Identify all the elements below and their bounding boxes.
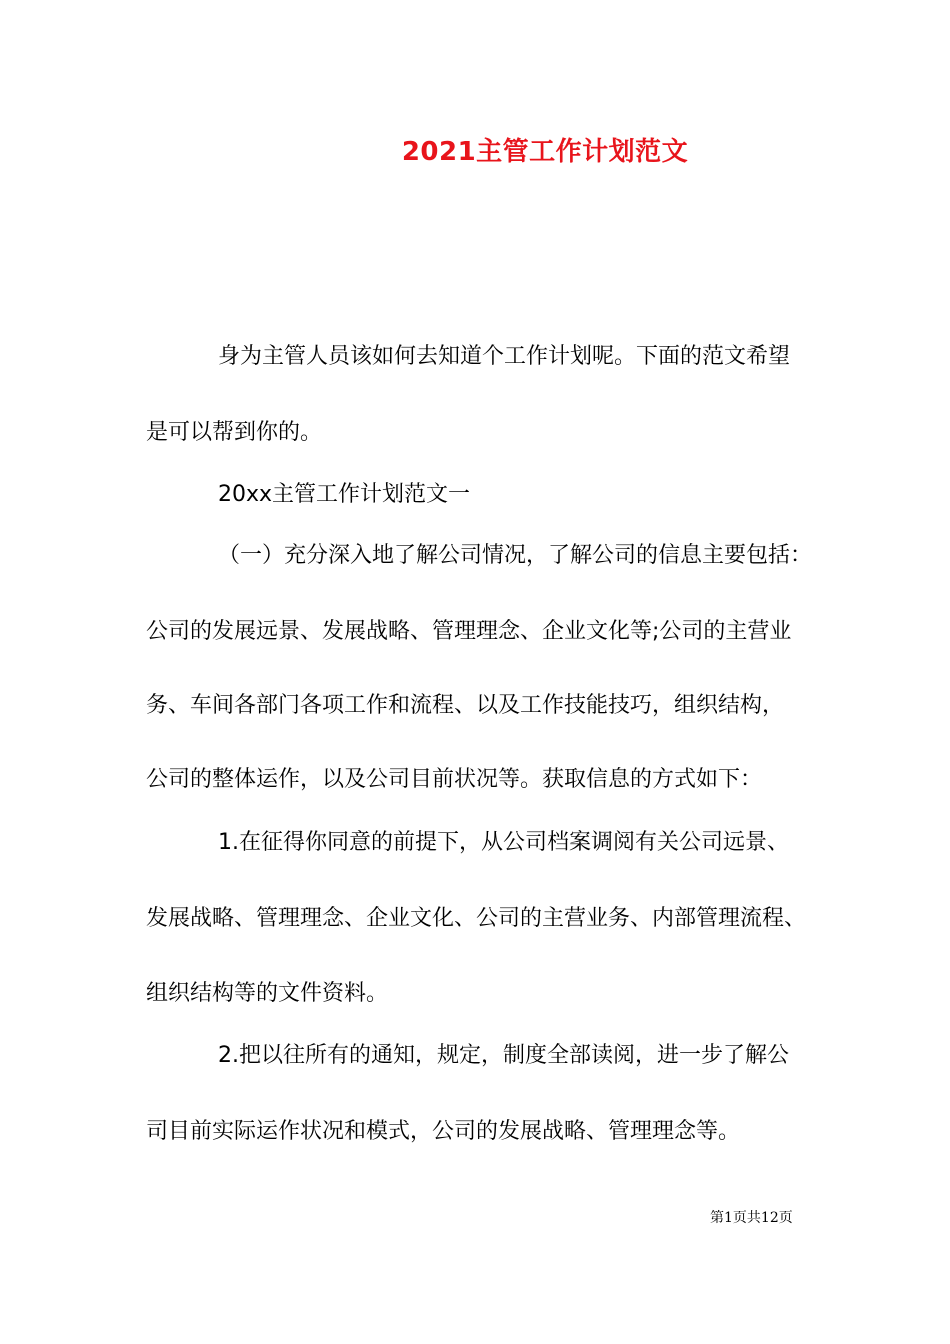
paragraph-line: 发展战略、管理理念、企业文化、公司的主营业务、内部管理流程、	[146, 906, 807, 931]
paragraph-line: 司目前实际运作状况和模式，公司的发展战略、管理理念等。	[146, 1119, 741, 1144]
paragraph-line: （一）充分深入地了解公司情况，了解公司的信息主要包括：	[218, 543, 813, 568]
paragraph-line: 公司的发展远景、发展战略、管理理念、企业文化等;公司的主营业	[146, 619, 792, 644]
page-number: 第1页共12页	[710, 1210, 793, 1226]
document-title: 2021主管工作计划范文	[401, 137, 689, 167]
paragraph-line: 2.把以往所有的通知，规定，制度全部读阅，进一步了解公	[218, 1043, 789, 1068]
paragraph-line: 身为主管人员该如何去知道个工作计划呢。下面的范文希望	[218, 344, 791, 369]
paragraph-line: 组织结构等的文件资料。	[146, 981, 389, 1006]
paragraph-line: 公司的整体运作，以及公司目前状况等。获取信息的方式如下：	[146, 767, 763, 792]
section-heading: 20xx主管工作计划范文一	[218, 482, 471, 507]
paragraph-line: 1.在征得你同意的前提下，从公司档案调阅有关公司远景、	[218, 830, 789, 855]
paragraph-line: 是可以帮到你的。	[146, 420, 323, 445]
paragraph-line: 务、车间各部门各项工作和流程、以及工作技能技巧，组织结构，	[146, 693, 785, 718]
